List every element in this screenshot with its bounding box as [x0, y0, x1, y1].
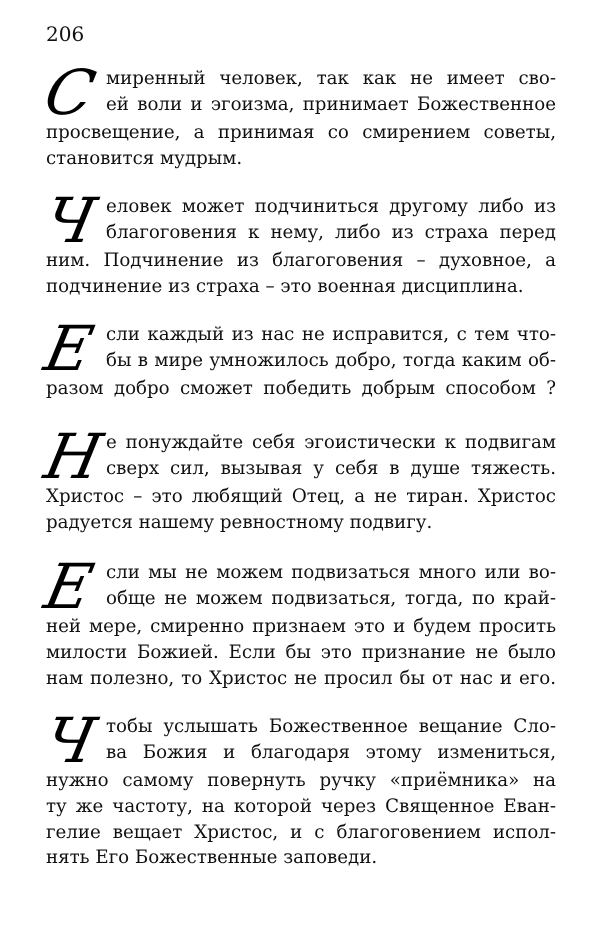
text-line: ей воли и эгоизма, принимает Божественное — [106, 93, 556, 115]
text-line: Христос – это любящий Отец, а не тиран. Христос — [46, 486, 556, 507]
drop-cap: Е — [38, 312, 100, 385]
text-line: ту же частоту, на которой через Священное Еван- — [46, 795, 556, 817]
paragraph-4 — [38, 420, 556, 536]
drop-cap: Ч — [38, 184, 103, 257]
text-line: сверх сил, вызывая у себя в душе тяжесть. — [106, 457, 556, 479]
drop-cap: Н — [38, 420, 109, 493]
drop-cap: Ч — [38, 704, 103, 777]
page-number: 206 — [46, 22, 85, 46]
text-line: милости Божией. Если бы это признание не было — [46, 641, 556, 663]
drop-cap: С — [38, 56, 102, 129]
text-line: обще не можем подвизаться, тогда, по край- — [106, 587, 556, 609]
text-line: тобы услышать Божественное вещание Сло- — [106, 716, 556, 737]
text-line: становится мудрым. — [46, 147, 243, 169]
text-line: благоговения к нему, либо из страха перед — [106, 221, 556, 243]
paragraph-6 — [38, 704, 556, 871]
text-line: нужно самому повернуть ручку «приёмника» на — [46, 770, 556, 791]
text-line: нам полезно, то Христос не просил бы от нас и его. — [46, 667, 556, 689]
text-line: нять Его Божественные заповеди. — [46, 847, 378, 869]
text-line: гелие вещает Христос, и с благоговением испол- — [46, 821, 556, 843]
text-line: ним. Подчинение из благоговения – духовное, а — [46, 250, 556, 271]
text-line: е понуждайте себя эгоистически к подвигам — [106, 432, 556, 453]
text-line: радуется нашему ревностному подвигу. — [46, 511, 433, 533]
drop-cap: Е — [38, 550, 100, 623]
text-line: ва Божия и благодаря этому измениться, — [106, 741, 556, 763]
text-line: сли каждый из нас не исправится, с тем что- — [106, 324, 556, 345]
paragraph-3 — [38, 312, 556, 402]
paragraph-2 — [38, 184, 556, 300]
text-line: еловек может подчиниться другому либо из — [106, 196, 556, 217]
text-line: ней мере, смиренно признаем это и будем просить — [46, 616, 556, 637]
text-line: бы в мире умножилось добро, тогда каким об- — [106, 349, 556, 371]
text-line: просвещение, а принимая со смирением советы, — [46, 122, 556, 143]
text-line: разом добро сможет победить добрым способом ? — [46, 378, 556, 399]
text-line: подчинение из страха – это военная дисциплина. — [46, 275, 524, 297]
paragraph-5 — [38, 550, 556, 691]
text-line: миренный человек, так как не имеет сво- — [106, 68, 556, 89]
text-line: сли мы не можем подвизаться много или во- — [106, 562, 556, 583]
paragraph-1 — [38, 56, 556, 172]
